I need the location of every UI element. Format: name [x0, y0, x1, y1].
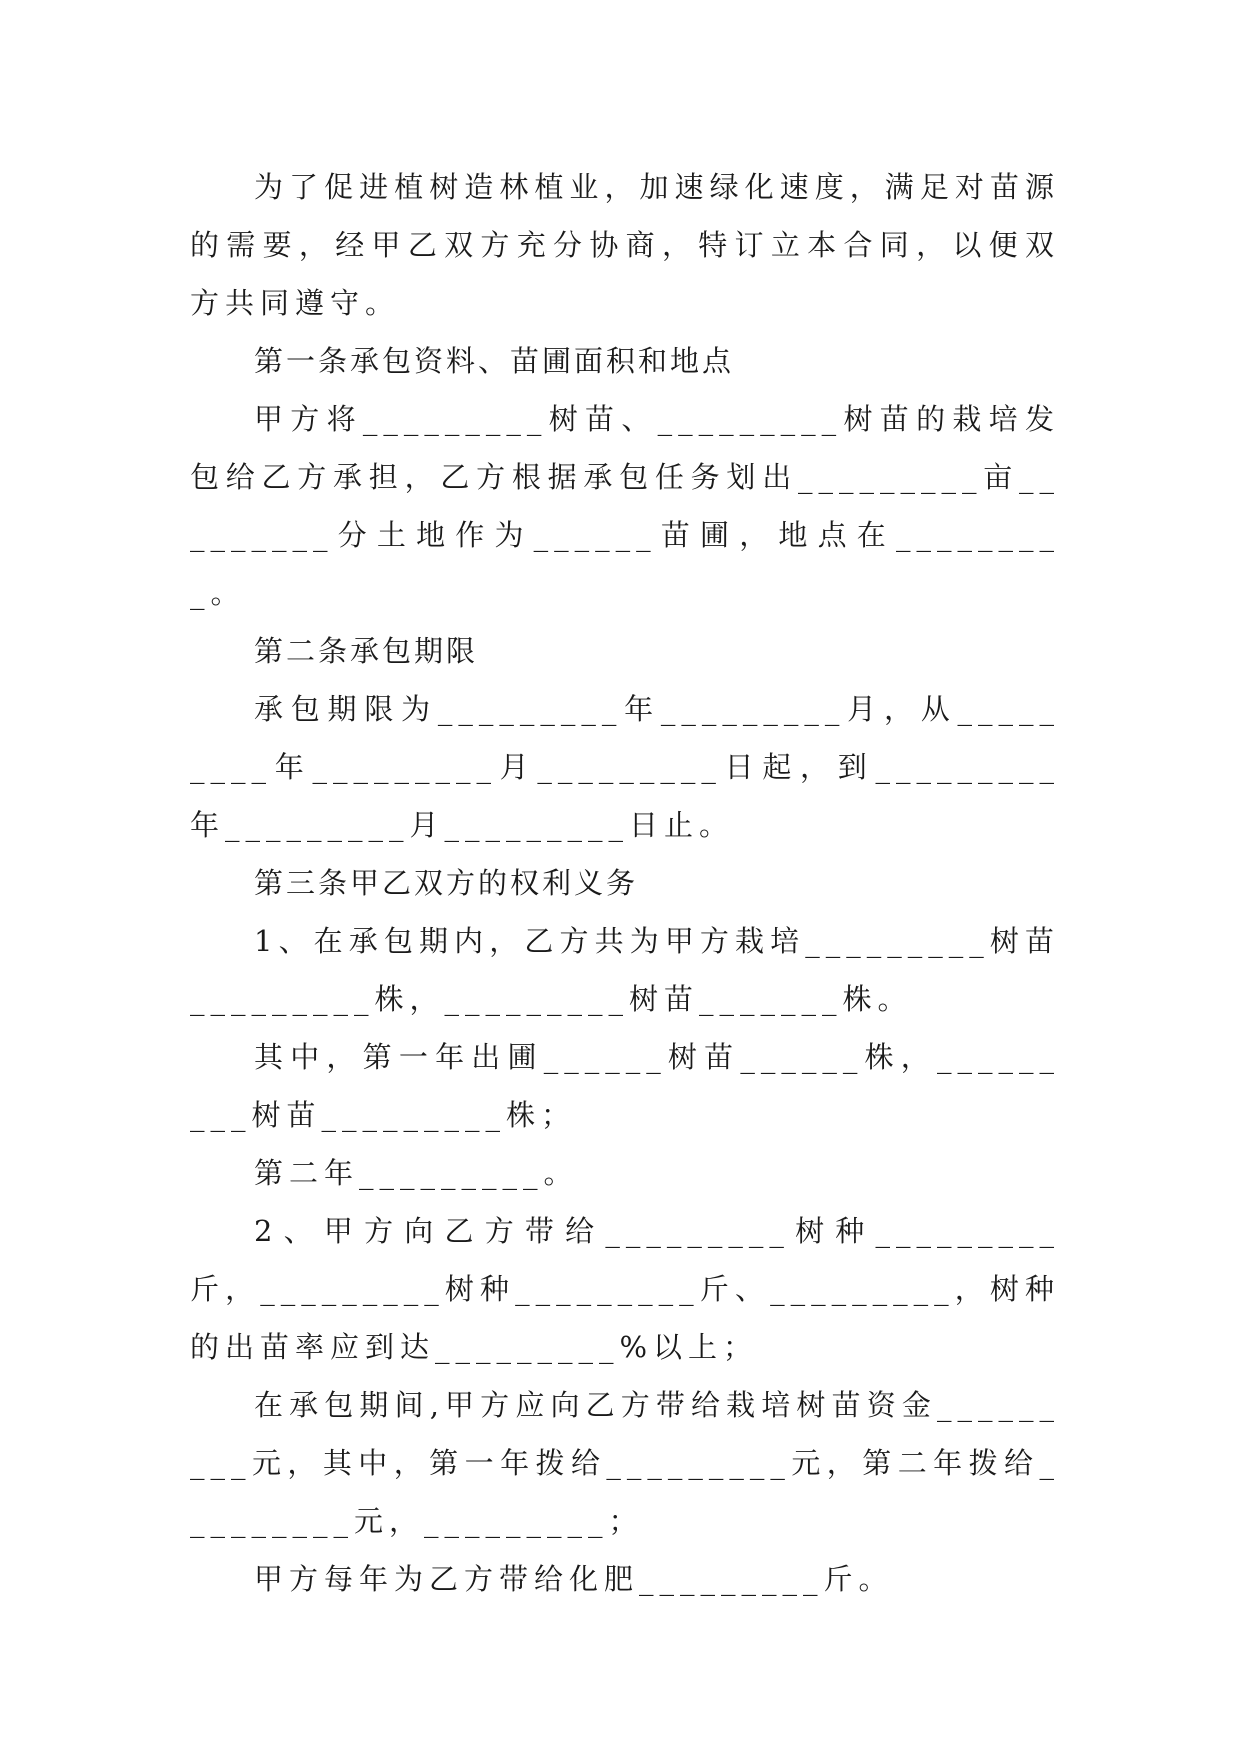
preamble-paragraph: 为了促进植树造林植业，加速绿化速度，满足对苗源的需要，经甲乙双方充分协商，特订立本合同，以便双方共同遵守。 [190, 170, 1060, 320]
fertilizer-paragraph: 甲方每年为乙方带给化肥_________斤。 [254, 1562, 894, 1596]
contract-body [190, 158, 1060, 1608]
clause-1-second-year-paragraph: 第二年_________。 [254, 1156, 579, 1190]
article-1-heading: 第一条承包资料、苗圃面积和地点 [254, 344, 735, 378]
article-3-heading: 第三条甲乙双方的权利义务 [254, 866, 639, 900]
clause-1-first-year-paragraph: 其中，第一年出圃______树苗______株，_________树苗_________株； [190, 1040, 1060, 1132]
article-2-paragraph: 承包期限为_________年_________月，从_________年_________月_________日起，到_________年_________月_________日止。 [190, 692, 1060, 842]
clause-1-paragraph: 1、在承包期内，乙方共为甲方栽培_________树苗_________株，_________树苗_______株。 [190, 924, 1060, 1016]
clause-2-paragraph: 2、甲方向乙方带给_________树种_________斤，_________树种_________斤、_________，树种的出苗率应到达_________%以上； [190, 1214, 1060, 1364]
article-2-heading: 第二条承包期限 [254, 634, 479, 668]
article-1-paragraph: 甲方将_________树苗、_________树苗的栽培发包给乙方承担，乙方根据承包任务划出_________亩_________分土地作为______苗圃，地点在_________。 [190, 402, 1060, 610]
funding-paragraph: 在承包期间,甲方应向乙方带给栽培树苗资金_________元，其中，第一年拨给_________元，第二年拨给_________元，_________； [190, 1388, 1060, 1538]
